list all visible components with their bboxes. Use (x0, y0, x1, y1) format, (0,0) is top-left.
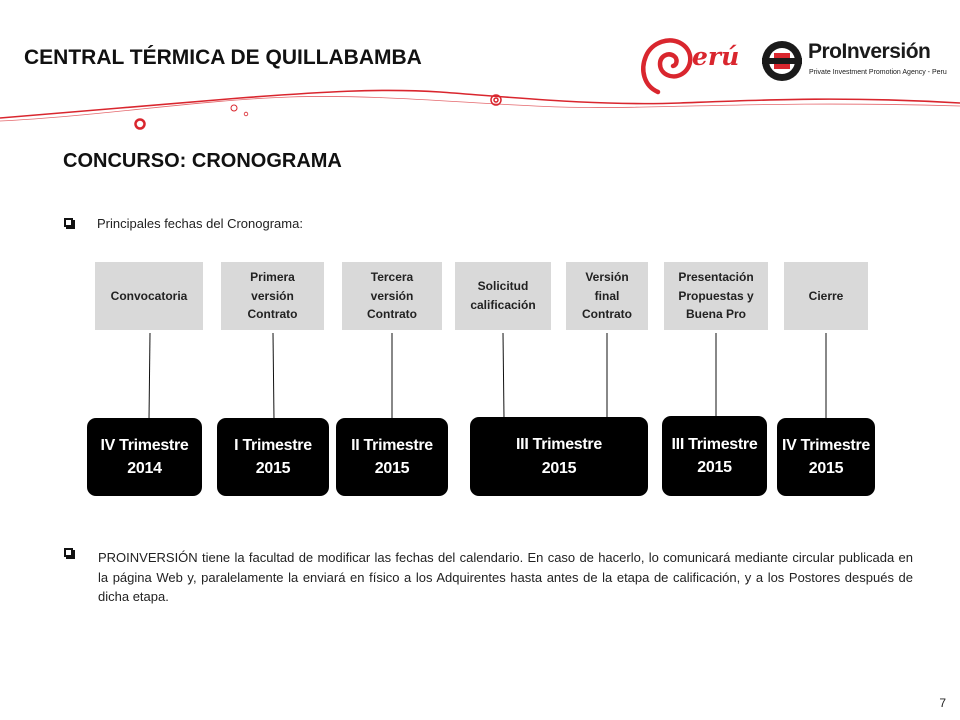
period-iii-2015-b: III Trimestre 2015 (662, 416, 767, 496)
bullet-icon (64, 548, 73, 557)
milestone-tercera-version: Tercera versión Contrato (342, 262, 442, 330)
proinversion-emblem-icon (760, 39, 804, 83)
milestone-presentacion-propuestas: Presentación Propuestas y Buena Pro (664, 262, 768, 330)
period-iv-2015: IV Trimestre 2015 (777, 418, 875, 496)
page-number: 7 (939, 696, 946, 710)
proinversion-logo (760, 36, 956, 88)
page-title: CENTRAL TÉRMICA DE QUILLABAMBA (24, 46, 422, 69)
milestone-cierre: Cierre (784, 262, 868, 330)
peru-logo-text: erú (692, 42, 740, 71)
bullet-icon (64, 218, 73, 227)
milestone-version-final: Versión final Contrato (566, 262, 648, 330)
period-iii-2015-a: III Trimestre 2015 (470, 417, 648, 496)
period-i-2015: I Trimestre 2015 (217, 418, 329, 496)
milestone-solicitud-calificacion: Solicitud calificación (455, 262, 551, 330)
proinversion-tagline: Private Investment Promotion Agency - Peru (809, 69, 947, 76)
period-iv-2014: IV Trimestre 2014 (87, 418, 202, 496)
peru-logo (636, 34, 740, 96)
milestone-convocatoria: Convocatoria (95, 262, 203, 330)
intro-bullet-text: Principales fechas del Cronograma: (97, 216, 303, 231)
section-title: CONCURSO: CRONOGRAMA (63, 150, 342, 172)
period-ii-2015: II Trimestre 2015 (336, 418, 448, 496)
milestone-primera-version: Primera versión Contrato (221, 262, 324, 330)
proinversion-name: ProInversión (808, 40, 931, 63)
note-text: PROINVERSIÓN tiene la facultad de modificar las fechas del calendario. En caso de hacerlo, lo comunicará mediante circular publicada en la página Web y, paralelamente la enviará en físico a los Adquirentes hasta antes de la etapa de calificación, y a los Postores después de dicha etapa. (98, 550, 913, 604)
